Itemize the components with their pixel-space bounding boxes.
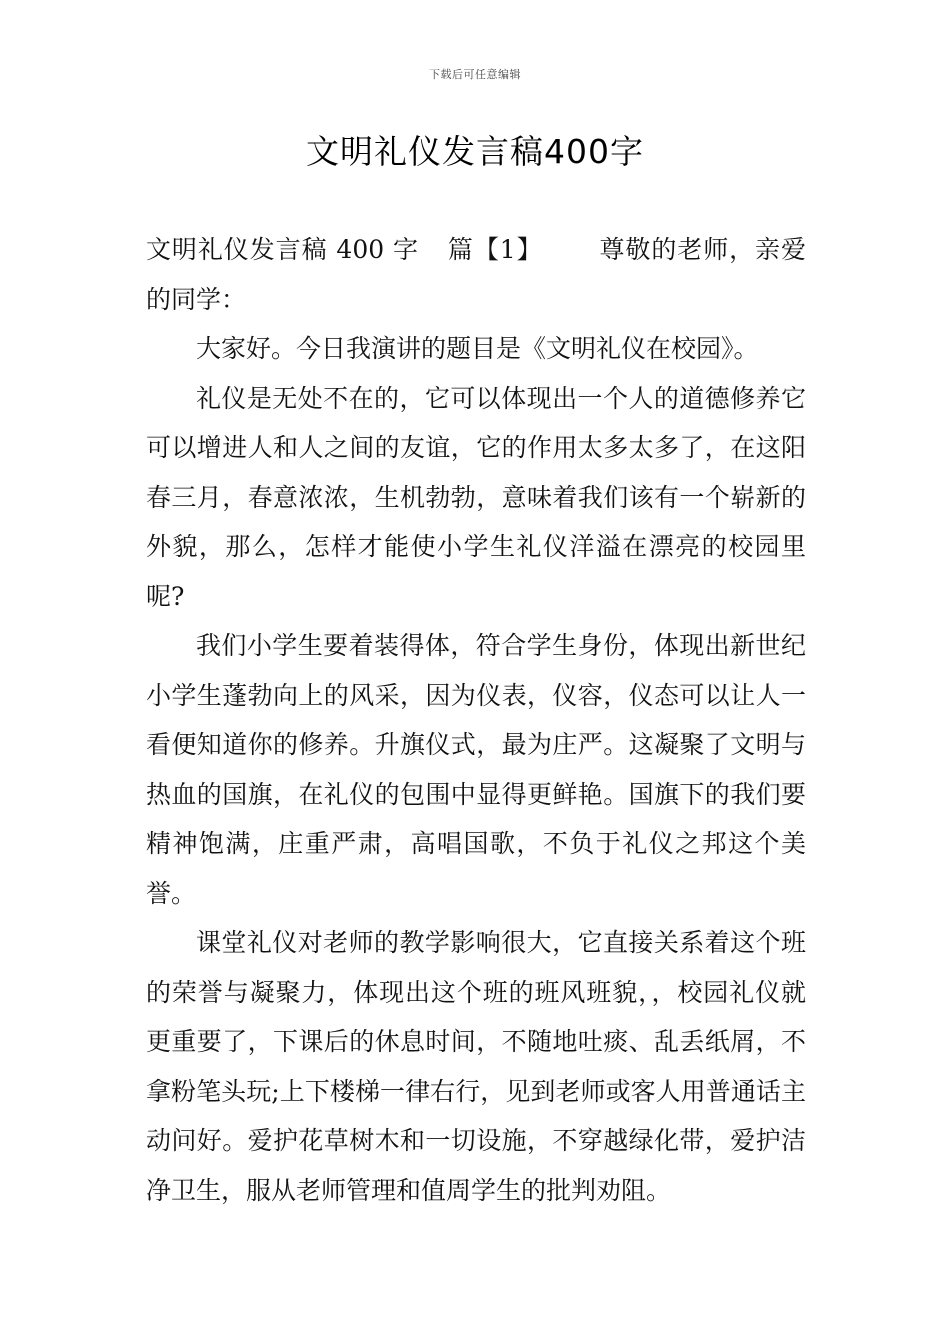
intro-heading: 文明礼仪发言稿 400 字 bbox=[146, 235, 419, 264]
document-title: 文明礼仪发言稿400字 bbox=[306, 132, 644, 171]
header-note: 下载后可任意编辑 bbox=[429, 68, 521, 81]
salutation: 尊敬的老师，亲爱的同学： bbox=[146, 235, 806, 314]
section-label: 篇【1】 bbox=[446, 235, 543, 264]
document-body bbox=[146, 225, 806, 1215]
paragraph-greeting: 大家好。今日我演讲的题目是《文明礼仪在校园》。 bbox=[196, 334, 759, 363]
paragraph-classroom-etiquette: 课堂礼仪对老师的教学影响很大，它直接关系着这个班的荣誉与凝聚力，体现出这个班的班风班貌，，校园礼仪就更重要了，下课后的休息时间，不随地吐痰、乱丢纸屑，不拿粉笔头玩;上下楼梯一律右行，见到老师或客人用普通话主动问好。爱护花草树木和一切设施，不穿越绿化带，爱护洁净卫生，服从老师管理和值周学生的批判劝阻。 bbox=[146, 928, 806, 1205]
paragraph-dress-and-flag: 我们小学生要着装得体，符合学生身份，体现出新世纪小学生蓬勃向上的风采，因为仪表，仪容，仪态可以让人一看便知道你的修养。升旗仪式，最为庄严。这凝聚了文明与热血的国旗，在礼仪的包围中显得更鲜艳。国旗下的我们要精神饱满，庄重严肃，高唱国歌，不负于礼仪之邦这个美誉。 bbox=[146, 631, 806, 908]
paragraph-etiquette-everywhere: 礼仪是无处不在的，它可以体现出一个人的道德修养它可以增进人和人之间的友谊，它的作用太多太多了，在这阳春三月，春意浓浓，生机勃勃，意味着我们该有一个崭新的外貌，那么，怎样才能使小学生礼仪洋溢在漂亮的校园里呢? bbox=[146, 383, 806, 611]
intro-paragraph bbox=[146, 225, 806, 324]
